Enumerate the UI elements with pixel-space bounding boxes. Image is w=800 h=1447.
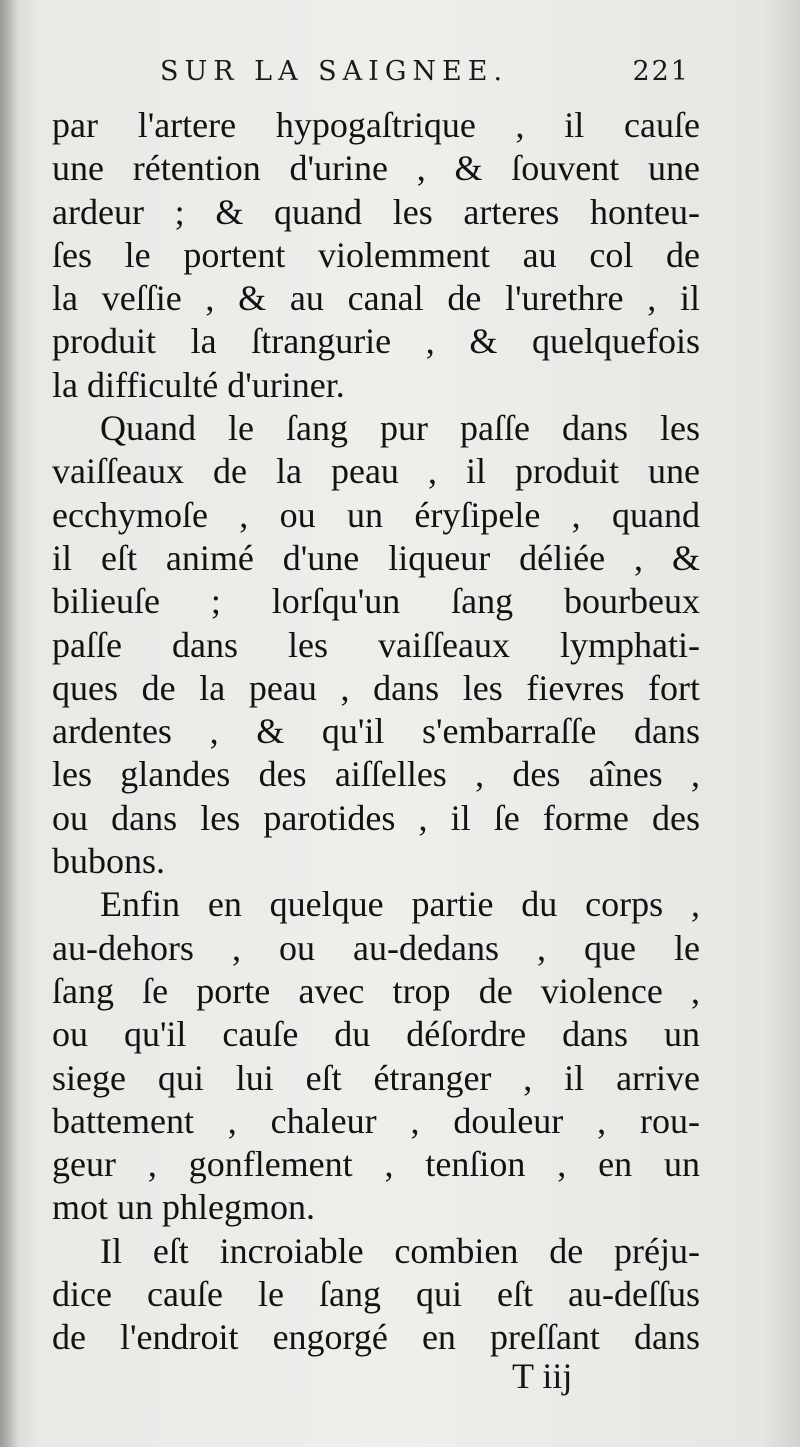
text-line: la veſſie , & au canal de l'urethre , il (52, 278, 700, 319)
text-line: Enfin en quelque partie du corps , (100, 884, 700, 925)
text-line: ou dans les parotides , il ſe forme des (52, 797, 700, 838)
text-line: il eſt animé d'une liqueur déliée , & (52, 537, 700, 578)
text-line: les glandes des aiſſelles , des aînes , (52, 754, 700, 795)
text-line: ecchymoſe , ou un éryſipele , quand (52, 494, 700, 535)
text-line: la difficulté d'uriner. (52, 364, 345, 405)
page-number: 221 (632, 56, 690, 87)
text-line: mot un phlegmon. (52, 1187, 315, 1228)
running-head (160, 56, 690, 96)
paragraph-1 (52, 104, 700, 407)
text-line: ardeur ; & quand les arteres honteu- (52, 191, 700, 232)
paragraph-3 (52, 883, 700, 1229)
body-text (52, 104, 700, 1360)
text-line: de l'endroit engorgé en preſſant dans (52, 1317, 700, 1358)
text-line: paſſe dans les vaiſſeaux lymphati- (52, 624, 700, 665)
text-line: ardentes , & qu'il s'embarraſſe dans (52, 711, 700, 752)
text-line: ſang ſe porte avec trop de violence , (52, 970, 700, 1011)
text-line: siege qui lui eſt étranger , il arrive (52, 1057, 700, 1098)
text-line: Il eſt incroiable combien de préju- (100, 1230, 700, 1271)
text-line: dice cauſe le ſang qui eſt au-deſſus (52, 1274, 700, 1315)
text-line: Quand le ſang pur paſſe dans les (100, 408, 700, 449)
text-line: au-dehors , ou au-dedans , que le (52, 927, 700, 968)
text-line: bilieuſe ; lorſqu'un ſang bourbeux (52, 581, 700, 622)
text-line: battement , chaleur , douleur , rou- (52, 1100, 700, 1141)
paragraph-4 (52, 1230, 700, 1360)
text-line: ou qu'il cauſe du déſordre dans un (52, 1014, 700, 1055)
text-line: par l'artere hypogaſtrique , il cauſe (52, 105, 700, 145)
running-head-title: SUR LA SAIGNEE. (160, 56, 509, 87)
page-gutter-shadow (0, 0, 18, 1447)
text-line: ſes le portent violemment au col de (52, 234, 700, 275)
text-line: vaiſſeaux de la peau , il produit une (52, 451, 700, 492)
paragraph-2 (52, 407, 700, 883)
text-line: une rétention d'urine , & ſouvent une (52, 148, 700, 189)
text-line: geur , gonflement , tenſion , en un (52, 1144, 700, 1185)
text-line: produit la ſtrangurie , & quelquefois (52, 321, 700, 362)
text-line: bubons. (52, 841, 166, 882)
signature-mark: T iij (512, 1356, 573, 1396)
text-line: ques de la peau , dans les fievres fort (52, 667, 700, 708)
